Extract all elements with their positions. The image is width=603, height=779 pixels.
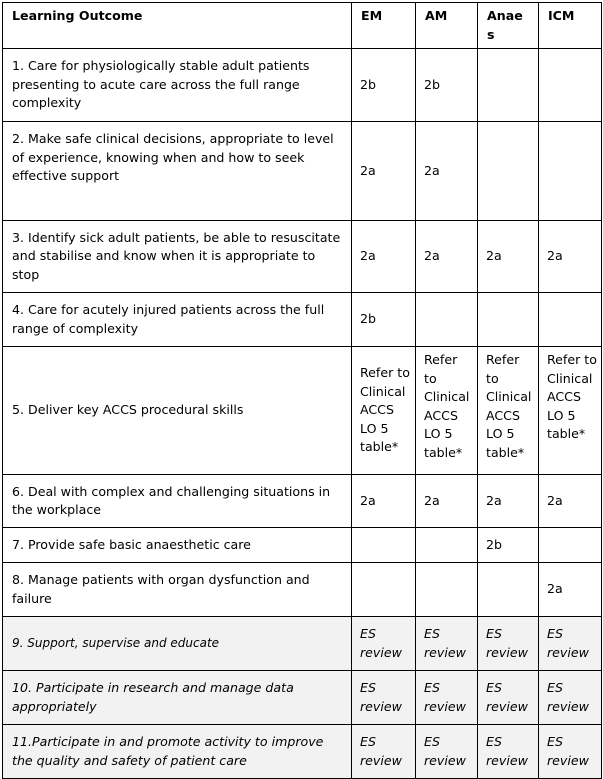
outcome-cell: 8. Manage patients with organ dysfunction and failure — [3, 563, 352, 617]
table-row — [3, 49, 602, 122]
icm-cell: Refer to Clinical ACCS LO 5 table* — [539, 347, 602, 475]
anaes-cell — [478, 49, 539, 122]
am-cell — [416, 293, 478, 347]
am-cell — [416, 563, 478, 617]
outcome-cell: 1. Care for physiologically stable adult patients presenting to acute care across the full range complexity — [3, 49, 352, 122]
outcome-cell — [3, 122, 352, 221]
table-row — [3, 528, 602, 563]
anaes-cell — [478, 293, 539, 347]
header-icm: ICM — [539, 3, 602, 49]
outcome-cell: 5. Deliver key ACCS procedural skills — [3, 347, 352, 475]
header-am: AM — [416, 3, 478, 49]
header-anaes: Anaes — [478, 3, 539, 49]
am-cell: ES review — [416, 617, 478, 671]
table-row — [3, 221, 602, 293]
learning-outcomes-table — [2, 2, 602, 779]
am-cell — [416, 528, 478, 563]
em-cell: 2b — [352, 293, 416, 347]
header-outcome: Learning Outcome — [3, 3, 352, 49]
icm-cell: 2a — [539, 221, 602, 293]
am-cell: ES review — [416, 725, 478, 779]
table-row — [3, 475, 602, 528]
anaes-cell — [478, 563, 539, 617]
am-cell: 2b — [416, 49, 478, 122]
outcome-cell: 9. Support, supervise and educate — [3, 617, 352, 671]
em-cell: ES review — [352, 725, 416, 779]
outcome-cell: 11.Participate in and promote activity to improve the quality and safety of patient care — [3, 725, 352, 779]
em-cell — [352, 563, 416, 617]
icm-cell: ES review — [539, 671, 602, 725]
anaes-cell — [478, 122, 539, 221]
outcome-cell: 6. Deal with complex and challenging situations in the workplace — [3, 475, 352, 528]
outcome-text: 2. Make safe clinical decisions, appropriate to level of experience, knowing when and how to seek effective support — [12, 131, 334, 183]
em-cell: 2a — [352, 122, 416, 221]
anaes-cell: 2a — [478, 221, 539, 293]
em-cell: Refer to Clinical ACCS LO 5 table* — [352, 347, 416, 475]
icm-cell — [539, 122, 602, 221]
icm-cell: 2a — [539, 563, 602, 617]
icm-cell — [539, 528, 602, 563]
em-cell: ES review — [352, 671, 416, 725]
am-cell: Refer to Clinical ACCS LO 5 table* — [416, 347, 478, 475]
outcome-cell: 7. Provide safe basic anaesthetic care — [3, 528, 352, 563]
em-cell: 2b — [352, 49, 416, 122]
table-row — [3, 671, 602, 725]
header-row — [3, 3, 602, 49]
am-cell: 2a — [416, 475, 478, 528]
outcome-cell: 4. Care for acutely injured patients across the full range of complexity — [3, 293, 352, 347]
table-row — [3, 347, 602, 475]
header-em: EM — [352, 3, 416, 49]
anaes-cell: Refer to Clinical ACCS LO 5 table* — [478, 347, 539, 475]
anaes-cell: 2b — [478, 528, 539, 563]
icm-cell: 2a — [539, 475, 602, 528]
em-cell: 2a — [352, 475, 416, 528]
icm-cell: ES review — [539, 617, 602, 671]
anaes-cell: 2a — [478, 475, 539, 528]
em-cell: ES review — [352, 617, 416, 671]
table-row — [3, 293, 602, 347]
em-cell — [352, 528, 416, 563]
outcome-cell: 10. Participate in research and manage data appropriately — [3, 671, 352, 725]
icm-cell: ES review — [539, 725, 602, 779]
anaes-cell: ES review — [478, 725, 539, 779]
am-cell: ES review — [416, 671, 478, 725]
icm-cell — [539, 293, 602, 347]
outcome-cell: 3. Identify sick adult patients, be able to resuscitate and stabilise and know when it is appropriate to stop — [3, 221, 352, 293]
table-row — [3, 725, 602, 779]
am-cell: 2a — [416, 221, 478, 293]
am-cell: 2a — [416, 122, 478, 221]
anaes-cell: ES review — [478, 671, 539, 725]
anaes-cell: ES review — [478, 617, 539, 671]
table-row — [3, 563, 602, 617]
icm-cell — [539, 49, 602, 122]
table-row — [3, 617, 602, 671]
em-cell: 2a — [352, 221, 416, 293]
table-row — [3, 122, 602, 221]
